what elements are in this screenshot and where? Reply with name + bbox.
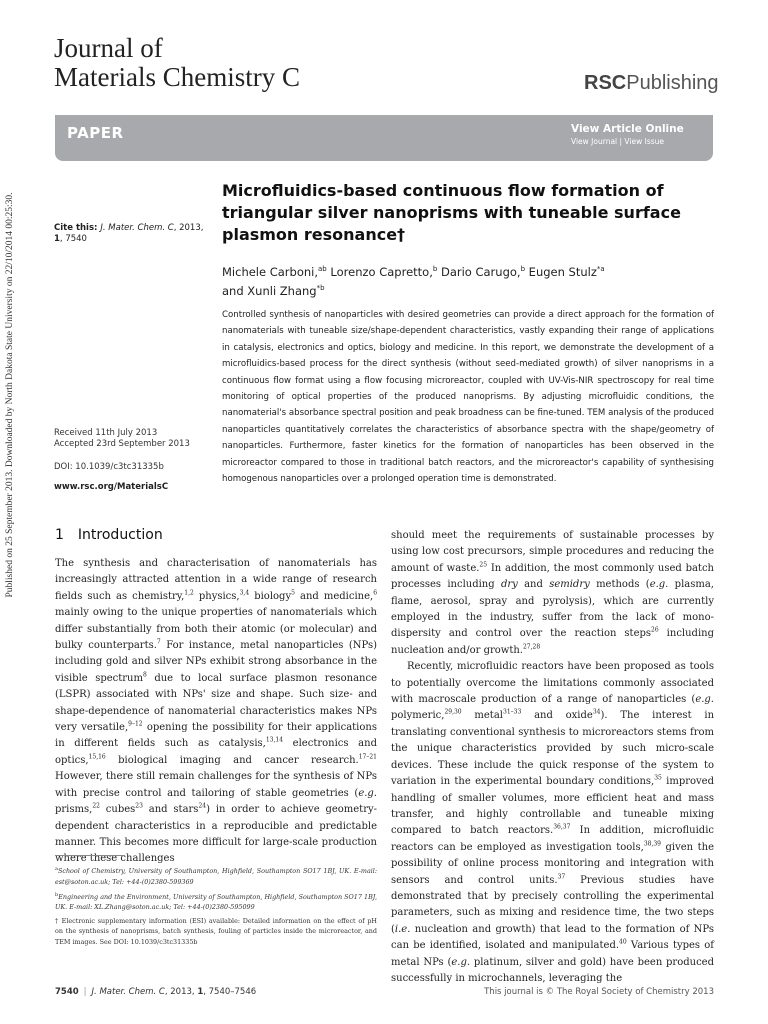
italic-text: e.g. [451,956,471,968]
cite-page: , 7540 [59,234,87,244]
reference-citation[interactable]: 13,14 [265,737,284,745]
footer-separator: | [83,987,87,997]
section-title: Introduction [77,527,163,543]
article-title: Microfluidics-based continuous flow formation of triangular silver nanoprisms with tuneable surface plasmon resonance† [222,181,681,244]
reference-citation[interactable]: 17–21 [358,753,377,761]
author-5[interactable]: and Xunli Zhang$^{*b}$ [222,283,325,298]
affiliation-a: $^a$School of Chemistry, University of Southampton, Highfield, Southampton SO17 1BJ, UK. E-mail: est@soton.ac.uk; Tel: +44-(0)2380-599369 [55,866,377,886]
reference-citation[interactable]: 26 [651,627,659,635]
text-run: ). The interest in translating conventional synthesis to microreactors stems from the unique characteristics provided by such micro-scale devices. These include the quick response of the system to variation in the experimental boundary conditions, [391,710,715,788]
text-run: Recently, microfluidic reactors have been proposed as tools to potentially overcome the limitations commonly associated with macroscale production of a range of nanoparticles ( [391,661,714,706]
text-run: and stars [142,804,199,816]
abstract: Controlled synthesis of nanoparticles with desired geometries can provide a direct approach for the formation of nanomaterials with tuneable size/shape-dependent characteristics, vastly expanding their range of applications in catalysis, electronics and optics, biology and medicine. In this report, we demonstrate the development of a microfluidics-based process for the direct synthesis (without seed-mediated growth) of silver nanoprisms in a continuous flow format using a flow focusing microreactor, coupled with UV-Vis-NIR spectroscopy for real time monitoring of optical properties of the produced nanoprisms. By adjusting microfluidic conditions, the nanomaterial's absorbance spectral position and peak broadness can be fine-tuned. TEM analysis of the produced nanoparticles quantitatively correlates the characteristics of absorbance spectra with the shape/geometry of nanoparticles. Furthermore, faster kinetics for the formation of nanoparticles has been observed in the microreactor compared to those in traditional batch reactors, and the microreactor's capability of synthesising homogenous nanoparticles over a prolonged operation time is demonstrated. [222,310,714,485]
reference-citation[interactable]: 15,16 [88,753,106,761]
publisher-logo-publishing: Publishing [626,72,719,94]
journal-issue-links [571,137,699,146]
page-footer-citation: 7540 | J. Mater. Chem. C, 2013, 1, 7540–7546 [55,987,257,997]
reference-citation[interactable]: 6 [373,589,378,597]
reference-citation[interactable]: 40 [619,938,627,946]
text-run: In addition, the most commonly used batch processes including [391,562,714,591]
copyright-notice: This journal is © The Royal Society of Chemistry 2013 [484,987,714,997]
text-run: metal [461,710,503,722]
body-paragraph [391,659,714,987]
text-run: improved handling of smaller volumes, more efficient heat and mass transfer, and highly controllable and tuneable mixing compared to batch reactors. [391,776,714,837]
reference-citation[interactable]: 3,4 [239,589,250,597]
journal-title-line2: Materials Chemistry C [54,62,300,92]
article-links [571,123,699,146]
text-run: due to local surface plasmon resonance (LSPR) associated with NPs' size and shape. Such size- and shape-dependence of nanomaterial characteristics makes NPs very versatile, [55,672,378,734]
section-number: 1 [55,527,64,543]
reference-citation[interactable]: 8 [142,671,147,679]
accepted-date: Accepted 23rd September 2013 [54,439,190,449]
text-run: methods ( [589,579,650,591]
reference-citation[interactable]: 24 [198,802,207,810]
text-run: prisms, [55,804,93,816]
text-run: electronics and optics, [55,738,377,766]
italic-text: dry [500,579,518,591]
reference-citation[interactable]: 25 [479,561,488,569]
reference-citation[interactable]: 27,28 [522,643,541,651]
text-run: In addition, microfluidic reactors can be employed as investigation tools, [391,825,714,853]
esi-note: † Electronic supplementary information (ESI) available: Detailed information on the effect of pH on the synthesis of nanoprisms, batch synthesis, fouling of particles inside the microreactor, and TEM images. See DOI: 10.1039/c3tc31335b [55,916,377,946]
text-run: and [517,579,550,591]
doi[interactable]: DOI: 10.1039/c3tc31335b [54,462,164,472]
received-date: Received 11th July 2013 [54,428,158,438]
view-journal-link[interactable]: View Journal [571,137,618,146]
author-list [222,261,714,299]
publisher-logo[interactable] [584,72,719,95]
text-run: and oxide [521,710,593,722]
publisher-logo-rsc: RSC [584,72,627,94]
article-type-banner [55,115,713,161]
reference-citation[interactable]: 22 [92,802,100,810]
cite-label: Cite this: [54,223,101,233]
text-run: Previous studies have demonstrated that by precisely controlling the experimental parameters, such as mixing and residence time, the two steps ( [391,874,714,935]
view-article-online-link[interactable]: View Article Online [571,123,684,135]
reference-citation[interactable]: 38,39 [643,840,661,848]
download-note: Published on 25 September 2013. Downloaded by North Dakota State University on 22/10/2014 00:25:30. [5,192,15,598]
body-paragraph [55,556,377,868]
reference-citation[interactable]: 29,30 [444,709,462,717]
footnotes [55,864,377,950]
text-run: However, there still remain challenges for the synthesis of NPs with precise control and tailoring of stable geometries ( [55,771,377,799]
text-run: given the possibility of online process monitoring and integration with sensors and control units. [391,841,714,886]
italic-text: i.e. [394,923,411,935]
text-run: platinum, silver and gold) have been produced successfully in microchannels, leveraging the [391,956,714,984]
italic-text: e.g. [649,579,669,591]
reference-citation[interactable]: 35 [654,774,662,782]
body-column-left [55,556,377,868]
text-run: polymeric, [391,710,445,722]
footnote-rule [55,855,125,856]
author-3[interactable]: Dario Carugo,$^b$ [437,264,526,279]
journal-title-line1: Journal of [54,33,163,63]
text-run: nucleation and growth) that lead to the formation of NPs can be identified, isolated and manipulated. [391,923,714,952]
text-run: and medicine, [294,590,374,602]
cite-journal: J. Mater. Chem. C [100,223,174,233]
reference-citation[interactable]: 37 [557,873,566,881]
text-run: should meet the requirements of sustainable processes by using low cost precursors, simple procedures and reducing the amount of waste. [391,530,714,574]
journal-url[interactable]: www.rsc.org/MaterialsC [54,482,169,492]
journal-title[interactable] [54,34,300,92]
text-run: opening the possibility for their applications in different fields such as catalysis, [55,722,377,750]
text-run: mainly owing to the unique properties of nanomaterials which differ substantially from both their atomic (or molecular) and bulky counterparts. [55,607,377,652]
body-paragraph [391,528,714,659]
reference-citation[interactable]: 31–33 [503,709,522,717]
body-column-right [391,528,714,987]
text-run: ) in order to achieve geometry-dependent characteristics in a reproducible and predictable manner. This becomes more difficult for large-scale production where these challenges [55,804,378,865]
cite-year: , 2013, [173,223,204,233]
cite-volume: 1 [54,234,60,244]
italic-text: e.g. [358,787,377,799]
author-2[interactable]: Lorenzo Capretto,$^b$ [326,264,438,279]
text-run: plasma, flame, aerosol, spray and pyrolysis), which are currently employed in the industry, suffer from the lack of mono-dispersity and control over the reaction steps [391,579,714,640]
text-run: biological imaging and cancer research. [105,754,359,766]
dates-block [54,428,219,450]
affiliation-b: $^b$Engineering and the Environment, University of Southampton, Highfield, Southampton SO17 1BJ, UK. E-mail: XL.Zhang@soton.ac.uk; Tel: +44-(0)2380-595099 [55,891,377,912]
text-run: Various types of metal NPs ( [391,940,715,968]
text-run: including nucleation and/or growth. [391,628,714,656]
italic-text: e.g. [695,694,714,706]
link-separator: | [617,137,625,146]
text-run: biology [249,590,292,602]
footer-journal: J. Mater. Chem. C [91,987,165,997]
reference-citation[interactable]: 34 [592,709,601,717]
reference-citation[interactable]: 36,37 [553,823,571,831]
reference-citation[interactable]: 5 [291,589,295,597]
text-run: cubes [99,804,136,816]
text-run: For instance, metal nanoparticles (NPs) including gold and silver NPs exhibit strong absorbance in the visible spectrum [55,640,377,684]
reference-citation[interactable]: 9–12 [128,720,143,728]
reference-citation[interactable]: 1,2 [184,589,194,597]
text-run: physics, [193,590,240,602]
view-issue-link[interactable]: View Issue [624,137,664,146]
article-type-label: PAPER [67,124,124,142]
author-1[interactable]: Michele Carboni,$^{ab}$ [222,264,327,279]
citation-block [54,223,214,245]
section-heading [55,527,163,543]
page-number: 7540 [55,987,79,997]
text-run: The synthesis and characterisation of nanomaterials has increasingly attracted attention in a wide range of research fields such as chemistry, [55,558,377,602]
italic-text: semidry [549,579,590,591]
author-4[interactable]: Eugen Stulz$^{*a}$ [525,264,605,279]
reference-citation[interactable]: 7 [156,638,161,646]
reference-citation[interactable]: 23 [135,802,143,810]
